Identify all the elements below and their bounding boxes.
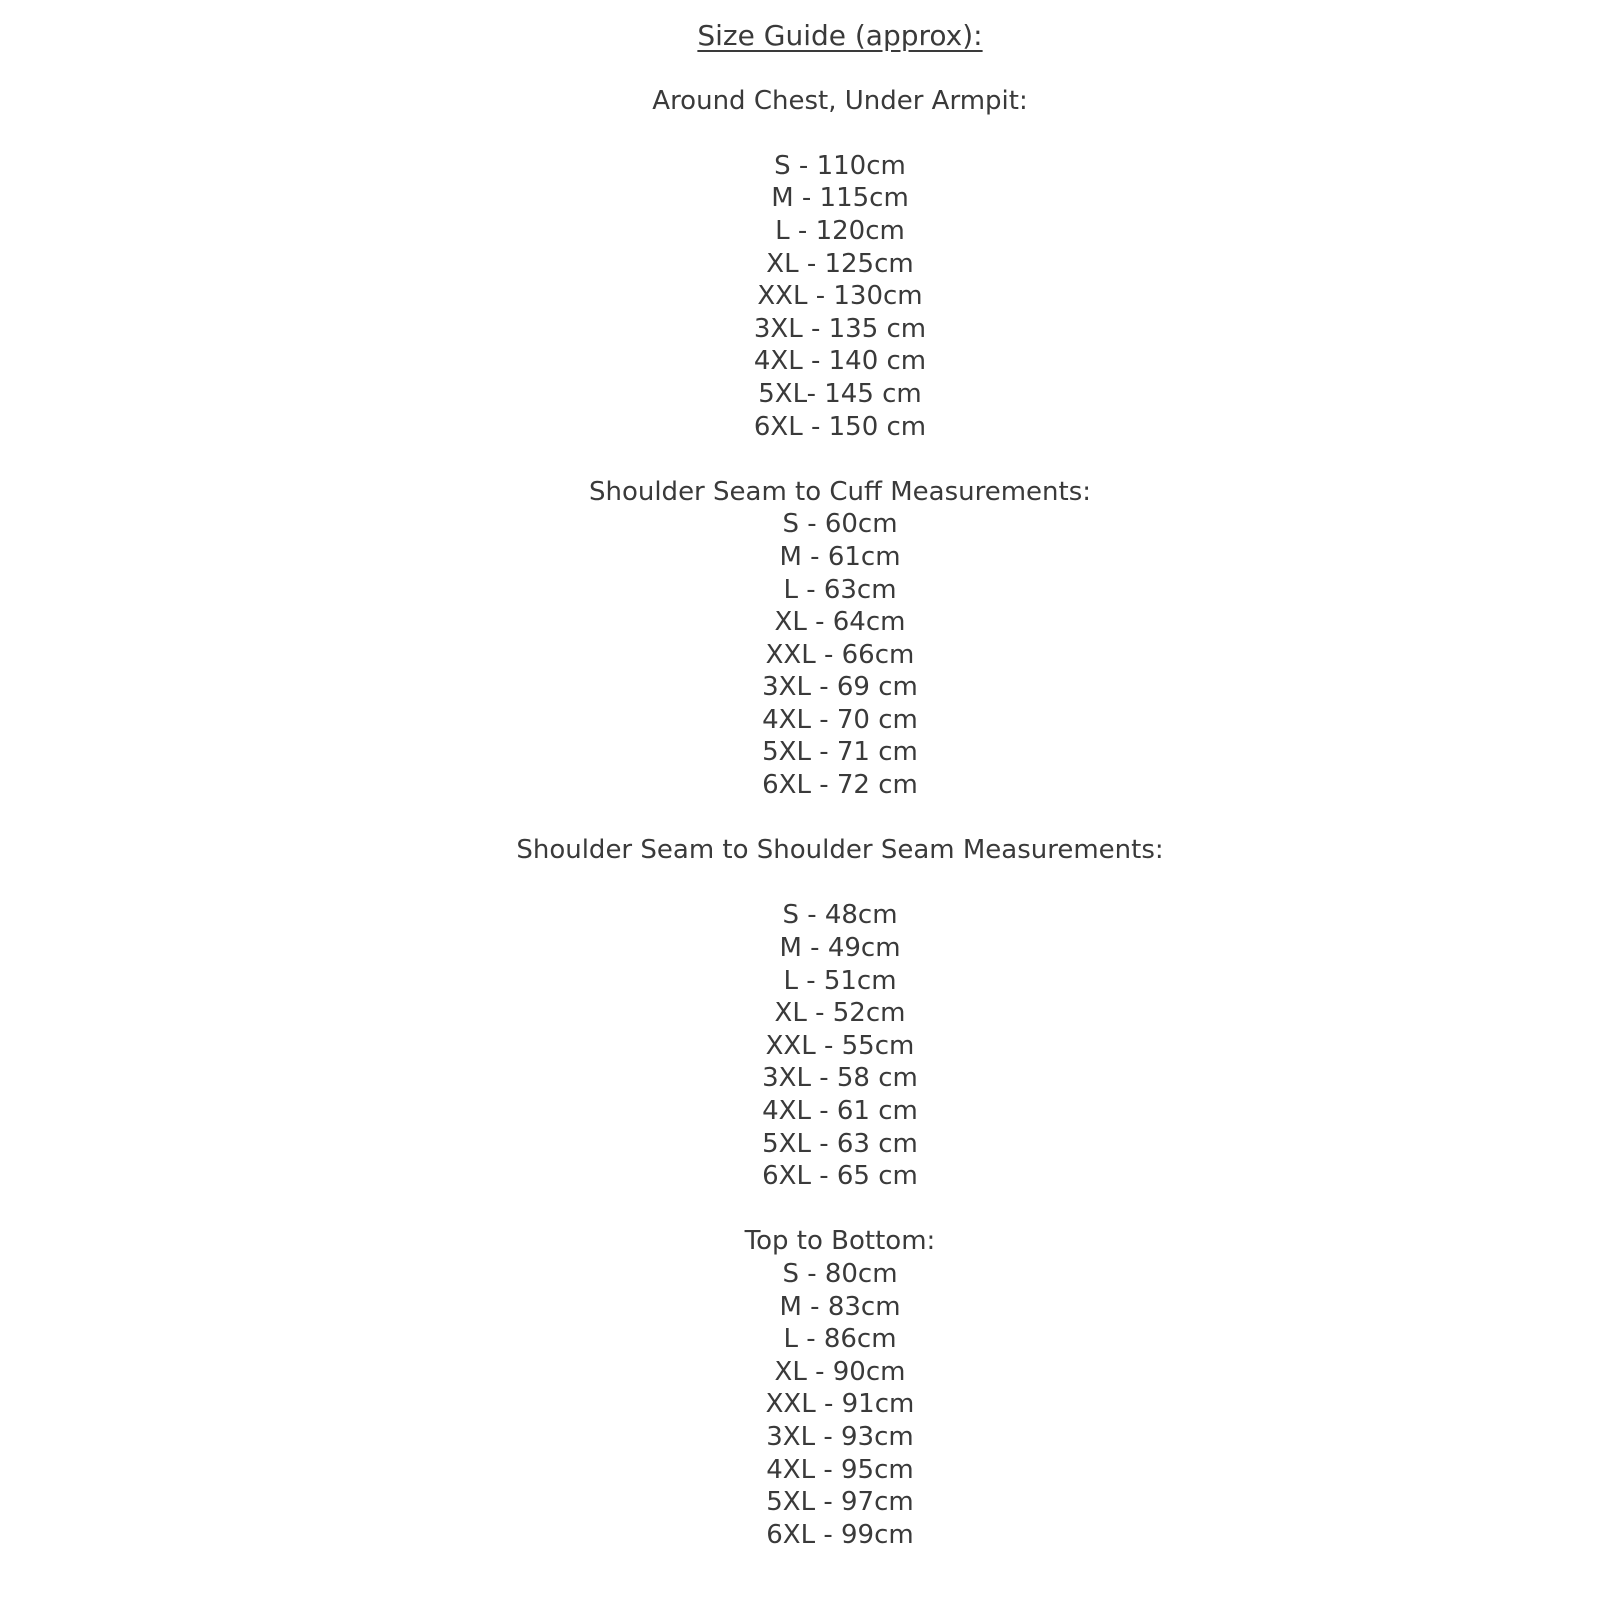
measurement-line: XL - 52cm xyxy=(774,998,906,1029)
measurement-line: M - 115cm xyxy=(771,183,909,214)
measurement-line: M - 49cm xyxy=(779,933,901,964)
measurement-line: L - 51cm xyxy=(783,965,897,996)
measurement-line: XL - 64cm xyxy=(774,607,906,638)
section-around-chest xyxy=(80,85,1600,444)
measurement-line: 4XL - 140 cm xyxy=(753,346,927,377)
section-heading-top-to-bottom: Top to Bottom: xyxy=(744,1226,936,1257)
measurement-line: L - 120cm xyxy=(775,215,905,246)
measurement-line: 3XL - 93cm xyxy=(766,1421,914,1452)
spacer xyxy=(80,802,1600,835)
measurement-line: XXL - 130cm xyxy=(757,281,923,312)
measurement-line: S - 48cm xyxy=(782,900,898,931)
measurement-line: 3XL - 69 cm xyxy=(762,672,918,703)
measurement-line: 4XL - 70 cm xyxy=(762,704,918,735)
measurement-line: 6XL - 72 cm xyxy=(762,770,918,801)
section-heading-shoulder-to-cuff: Shoulder Seam to Cuff Measurements: xyxy=(588,476,1092,507)
section-heading-shoulder-to-shoulder: Shoulder Seam to Shoulder Seam Measurements: xyxy=(516,835,1164,866)
measurement-line: M - 61cm xyxy=(779,541,901,572)
spacer xyxy=(80,1193,1600,1226)
size-guide-title: Size Guide (approx): xyxy=(697,19,983,52)
measurement-line: L - 86cm xyxy=(783,1324,897,1355)
section-top-to-bottom xyxy=(80,1225,1600,1551)
measurement-line: XXL - 66cm xyxy=(765,639,915,670)
section-shoulder-to-cuff xyxy=(80,476,1600,802)
measurement-line: S - 110cm xyxy=(774,150,906,181)
measurement-line: 3XL - 58 cm xyxy=(762,1063,918,1094)
measurement-line: 4XL - 95cm xyxy=(766,1454,914,1485)
measurement-line: XXL - 91cm xyxy=(765,1389,915,1420)
measurement-line: 5XL - 71 cm xyxy=(762,737,918,768)
measurement-line: XL - 90cm xyxy=(774,1356,906,1387)
measurement-line: M - 83cm xyxy=(779,1291,901,1322)
section-heading-around-chest: Around Chest, Under Armpit: xyxy=(652,85,1028,116)
measurement-line: 5XL- 145 cm xyxy=(758,378,922,409)
measurement-line: 6XL - 65 cm xyxy=(762,1161,918,1192)
measurement-line: XL - 125cm xyxy=(766,248,914,279)
measurement-line: 6XL - 150 cm xyxy=(753,411,927,442)
measurement-line: S - 80cm xyxy=(782,1258,898,1289)
measurement-line: L - 63cm xyxy=(783,574,897,605)
measurement-line: 3XL - 135 cm xyxy=(753,313,927,344)
size-guide-document xyxy=(80,0,1600,1551)
spacer xyxy=(80,443,1600,476)
measurement-line: 5XL - 63 cm xyxy=(762,1128,918,1159)
section-shoulder-to-shoulder xyxy=(80,834,1600,1193)
measurement-line: 6XL - 99cm xyxy=(766,1519,914,1550)
spacer xyxy=(80,867,1600,900)
spacer xyxy=(80,52,1600,85)
measurement-line: XXL - 55cm xyxy=(765,1030,915,1061)
measurement-line: 4XL - 61 cm xyxy=(762,1096,918,1126)
spacer xyxy=(80,117,1600,150)
measurement-line: S - 60cm xyxy=(782,509,898,540)
measurement-line: 5XL - 97cm xyxy=(766,1487,914,1518)
